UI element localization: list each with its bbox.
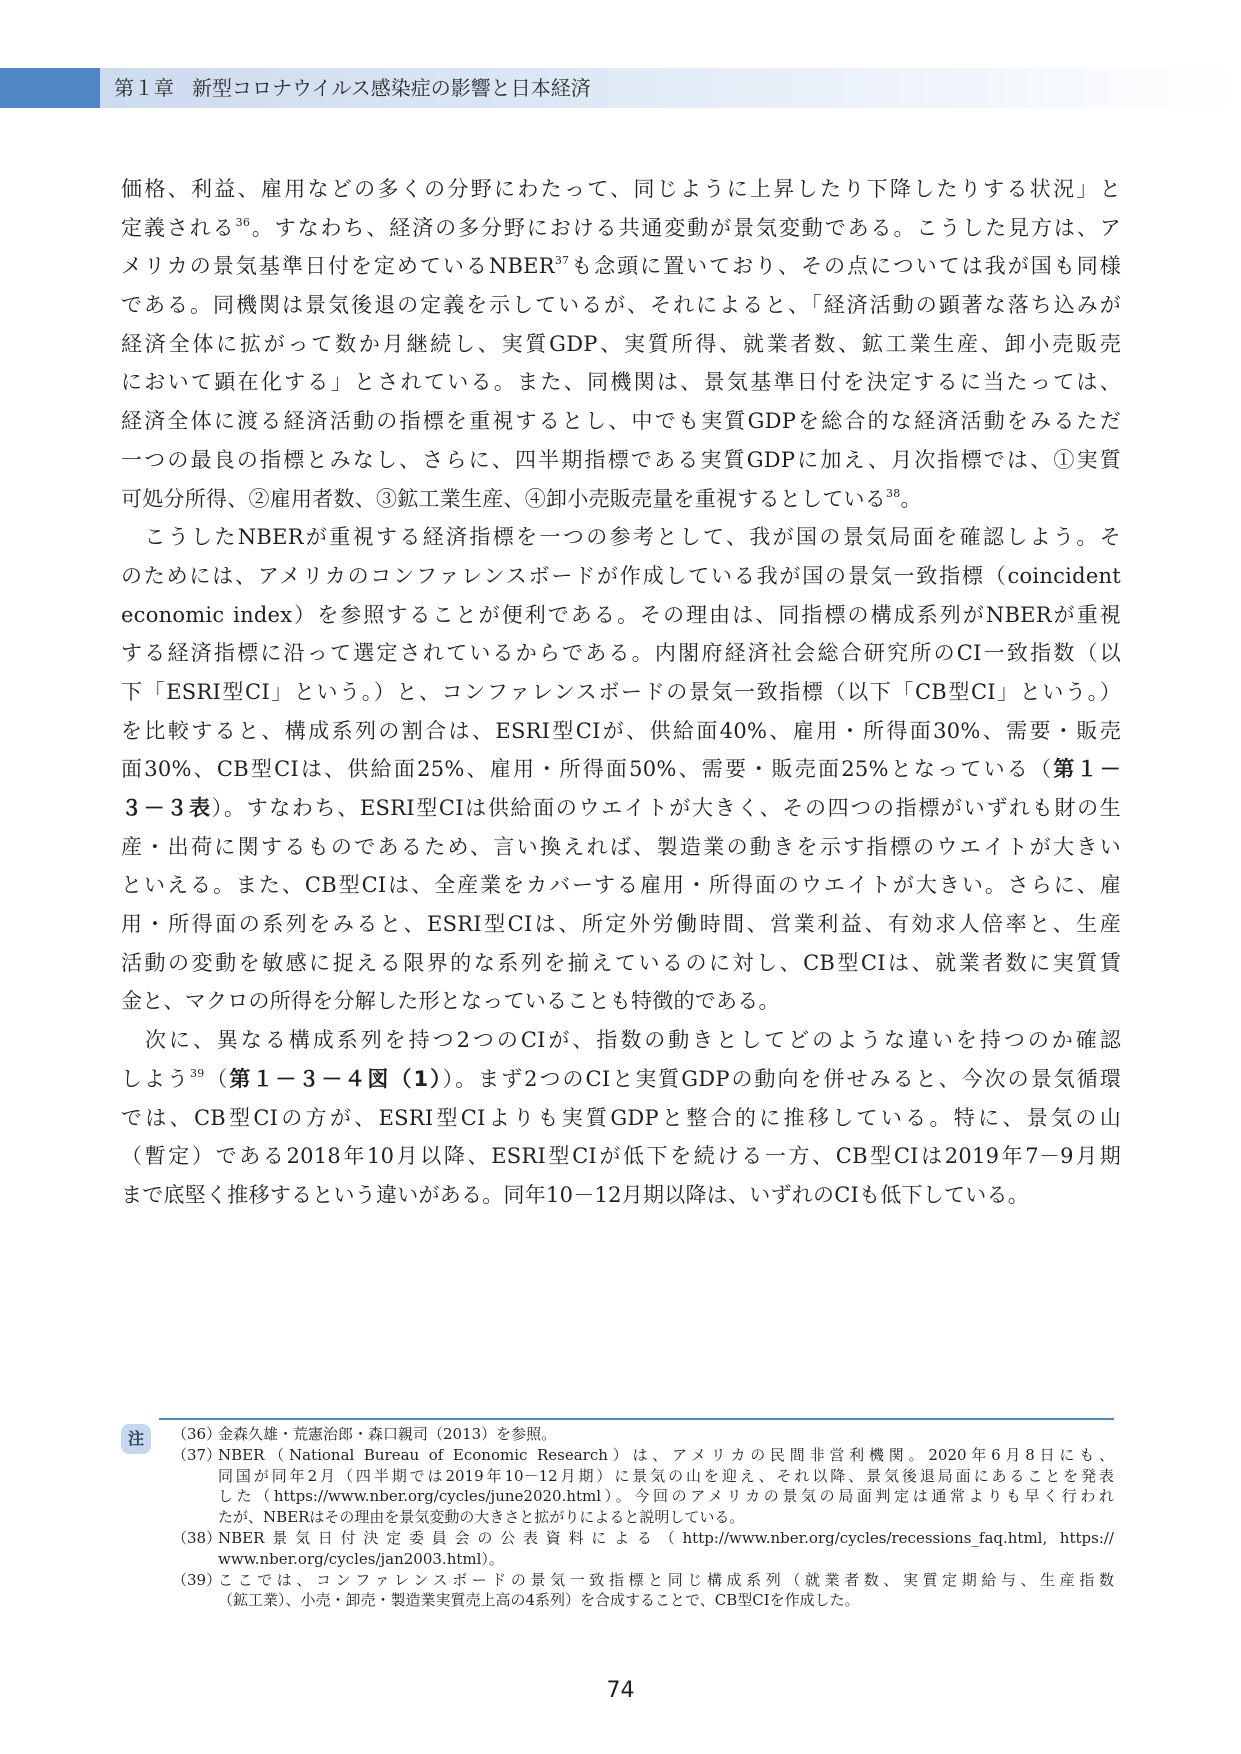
text-run: 一つの最良の指標とみなし、さらに、四半期指標である実質GDPに加え、月次指標では、①実質	[121, 447, 1121, 472]
footnote-line: （鉱工業）、小売・卸売・製造業実質売上高の4系列）を合成することで、CB型CIを作成した。	[218, 1591, 860, 1610]
footnote-number: （36）	[172, 1425, 222, 1443]
text-run: 活動の変動を敏感に捉える限界的な系列を揃えているのに対し、CB型CIは、就業者数に実質賃	[121, 950, 1121, 975]
body-line	[121, 480, 1121, 519]
text-run: のためには、アメリカのコンファレンスボードが作成している我が国の景気一致指標（coincident	[121, 563, 1121, 588]
text-run: 金と、マクロの所得を分解した形となっていることも特徴的である。	[121, 989, 780, 1014]
body-line	[121, 789, 1121, 828]
body-line	[121, 557, 1121, 596]
footnote-item	[172, 1445, 1114, 1528]
footnote-ref: 39	[190, 1066, 205, 1080]
text-run: において顕在化する」とされている。また、同機関は、景気基準日付を決定するに当たっては、	[121, 370, 1121, 395]
text-run: 面30%、CB型CIは、供給面25%、雇用・所得面50%、需要・販売面25%となっている（	[121, 757, 1054, 782]
text-run: である。同機関は景気後退の定義を示しているが、それによると、「経済活動の顕著な落ち込みが	[121, 293, 1121, 318]
body-line	[121, 402, 1121, 441]
body-line	[121, 712, 1121, 751]
body-line	[121, 596, 1121, 635]
body-line	[121, 828, 1121, 867]
text-run: ）。すなわち、ESRI型CIは供給面のウエイトが大きく、その四つの指標がいずれも財の生	[211, 796, 1121, 820]
notes-divider	[159, 1418, 1114, 1420]
footnote-line: した（https://www.nber.org/cycles/june2020.html）。今回のアメリカの景気の局面判定は通常よりも早く行われ	[218, 1487, 1114, 1506]
footnote-line: NBER景気日付決定委員会の公表資料による（http://www.nber.org/cycles/recessions_faq.html, https://	[218, 1528, 1114, 1547]
body-line	[121, 363, 1121, 402]
footnote-line: NBER（National Bureau of Economic Research）は、アメリカの民間非営利機関。2020年6月8日にも、	[218, 1445, 1114, 1464]
chapter-number: 第１章	[114, 76, 174, 100]
footnote-line: 金森久雄・荒憲治郎・森口親司（2013）を参照。	[218, 1425, 557, 1443]
text-run: 可処分所得、②雇用者数、③鉱工業生産、④卸小売販売量を重視するとしている	[121, 486, 886, 511]
text-run: まで底堅く推移するという違いがある。同年10－12月期以降は、いずれのCIも低下している。	[121, 1182, 1030, 1207]
body-line	[121, 1021, 1121, 1060]
body-line	[121, 944, 1121, 983]
text-run: economic index）を参照することが便利である。その理由は、同指標の構成系列がNBERが重視	[121, 602, 1121, 627]
figure-ref: ３－３表	[121, 796, 212, 820]
notes-label: 注	[121, 1424, 151, 1454]
body-line	[121, 1137, 1121, 1176]
footnote-ref: 36	[235, 215, 251, 229]
footnote-line: 同国が同年2月（四半期では2019年10－12月期）に景気の山を迎え、それ以降、景気後退局面にあることを発表	[218, 1466, 1114, 1485]
text-run: 経済全体に拡がって数か月継続し、実質GDP、実質所得、就業者数、鉱工業生産、卸小売販売	[121, 331, 1121, 356]
text-run: 価格、利益、雇用などの多くの分野にわたって、同じように上昇したり下降したりする状況」と	[121, 177, 1121, 201]
body-line	[121, 170, 1121, 209]
footnotes	[172, 1424, 1114, 1611]
text-run: 用・所得面の系列をみると、ESRI型CIは、所定外労働時間、営業利益、有効求人倍率と、生産	[121, 912, 1121, 937]
body-line	[121, 905, 1121, 944]
text-run: する経済指標に沿って選定されているからである。内閣府経済社会総合研究所のCI一致指数（以	[121, 641, 1121, 666]
body-line	[121, 982, 1121, 1021]
figure-ref: 第１－	[1053, 757, 1121, 782]
text-run: しよう	[121, 1066, 191, 1091]
footnote-number: （37）	[172, 1445, 222, 1464]
text-run: では、CB型CIの方が、ESRI型CIよりも実質GDPと整合的に推移している。特に、景気の山	[121, 1105, 1121, 1130]
body-line	[121, 634, 1121, 673]
text-run: （	[204, 1066, 230, 1091]
figure-ref: 第１－３－４図（1）	[229, 1066, 443, 1091]
body-line	[121, 286, 1121, 325]
body-line	[121, 673, 1121, 712]
body-text	[121, 170, 1121, 1215]
text-run: も念頭に置いており、その点については我が国も同様	[569, 254, 1121, 279]
footnote-ref: 38	[886, 486, 901, 500]
text-run: メリカの景気基準日付を定めているNBER	[121, 254, 555, 279]
body-line	[121, 518, 1121, 557]
footnote-item	[172, 1570, 1114, 1612]
text-run: 。すなわち、経済の多分野における共通変動が景気変動である。こうした見方は、ア	[250, 215, 1121, 240]
footnote-line: www.nber.org/cycles/jan2003.html）。	[218, 1549, 504, 1568]
body-line	[121, 1060, 1121, 1099]
body-line	[121, 247, 1121, 286]
body-line	[121, 750, 1121, 789]
text-run: ）。まず2つのCIと実質GDPの動向を併せみると、今次の景気循環	[442, 1066, 1121, 1091]
chapter-title: 新型コロナウイルス感染症の影響と日本経済	[192, 76, 591, 100]
text-run: 経済全体に渡る経済活動の指標を重視するとし、中でも実質GDPを総合的な経済活動をみるただ	[121, 409, 1121, 434]
text-run: を比較すると、構成系列の割合は、ESRI型CIが、供給面40%、雇用・所得面30%、需要・販売	[121, 718, 1121, 743]
page-number: 74	[606, 1678, 635, 1703]
text-run: 次に、異なる構成系列を持つ2つのCIが、指数の動きとしてどのような違いを持つのか確認	[121, 1028, 1121, 1053]
footnote-ref: 37	[554, 254, 570, 268]
text-run: といえる。また、CB型CIは、全産業をカバーする雇用・所得面のウエイトが大きい。さらに、雇	[121, 873, 1121, 898]
text-run: 定義される	[121, 215, 236, 240]
text-run: 下「ESRI型CI」という。）と、コンファレンスボードの景気一致指標（以下「CB型CI」という。）	[121, 679, 1121, 704]
body-line	[121, 209, 1121, 248]
footnote-number: （38）	[172, 1528, 222, 1547]
text-run: こうしたNBERが重視する経済指標を一つの参考として、我が国の景気局面を確認しよう。そ	[121, 525, 1121, 550]
text-run: （暫定）である2018年10月以降、ESRI型CIが低下を続ける一方、CB型CIは2019年7－9月期	[121, 1144, 1121, 1169]
body-line	[121, 441, 1121, 480]
body-line	[121, 325, 1121, 364]
chapter-header	[0, 68, 1241, 108]
footnote-number: （39）	[172, 1570, 222, 1589]
footnote-item	[172, 1528, 1114, 1570]
footnote-line: ここでは、コンファレンスボードの景気一致指標と同じ構成系列（就業者数、実質定期給与、生産指数	[218, 1570, 1114, 1589]
text-run: 産・出荷に関するものであるため、言い換えれば、製造業の動きを示す指標のウエイトが大きい	[121, 834, 1121, 859]
body-line	[121, 866, 1121, 905]
header-color-block	[0, 68, 100, 108]
body-line	[121, 1176, 1121, 1215]
footnote-item	[172, 1424, 1114, 1445]
body-line	[121, 1099, 1121, 1138]
header-title	[114, 75, 591, 101]
footnote-line: たが、NBERはその理由を景気変動の大きさと拡がりによると説明している。	[218, 1508, 745, 1527]
text-run: 。	[900, 486, 922, 511]
